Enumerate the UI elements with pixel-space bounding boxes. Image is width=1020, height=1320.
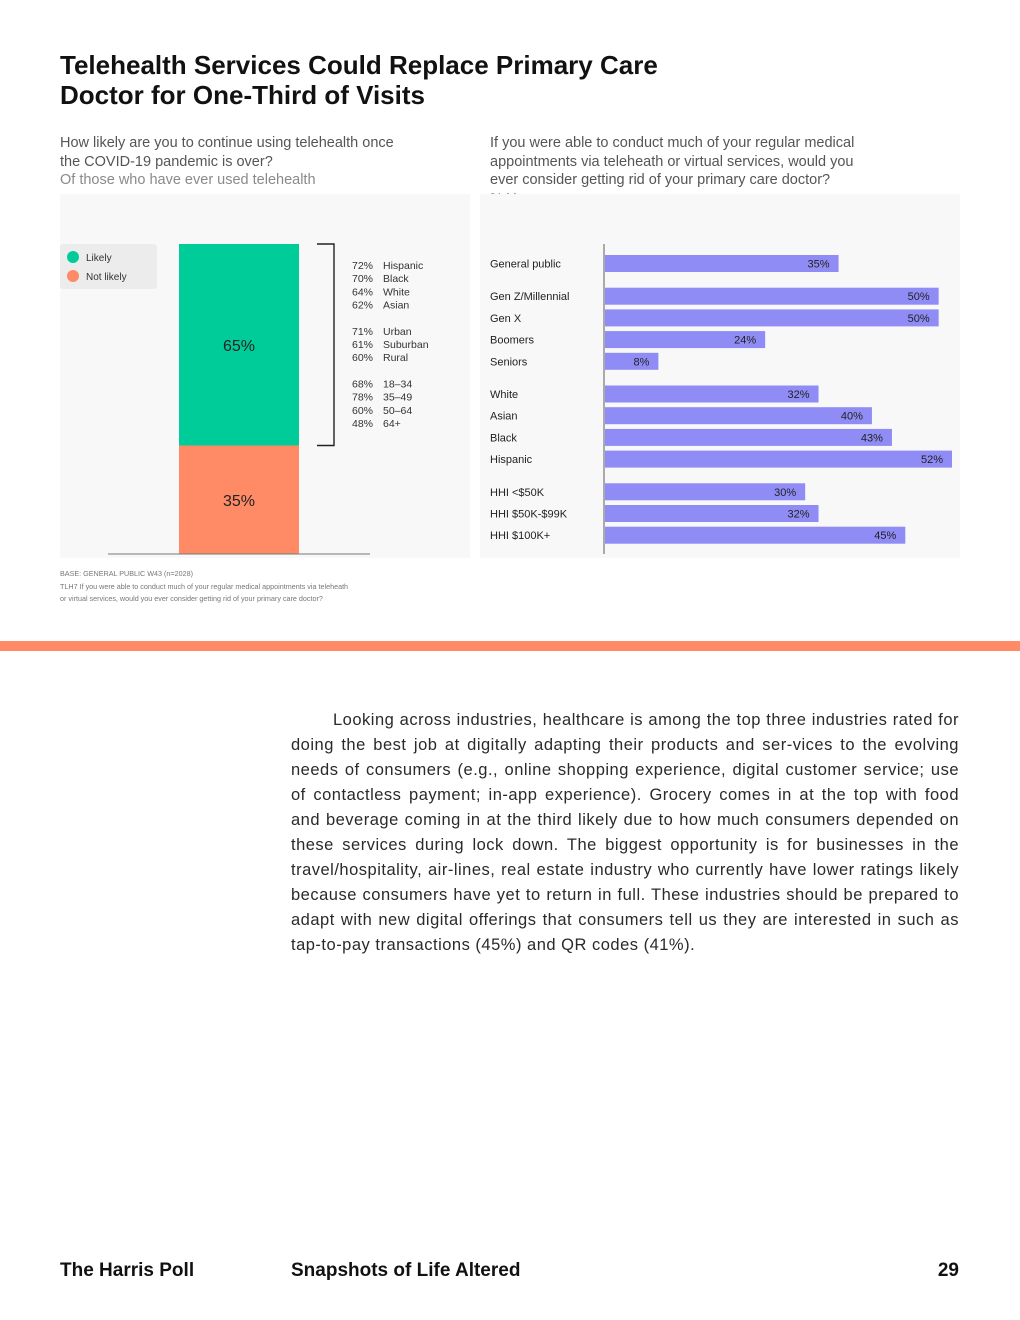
bar (605, 288, 939, 305)
title-line-2: Doctor for One-Third of Visits (60, 80, 425, 110)
bar-value-label: 32% (787, 389, 810, 401)
category-label: HHI <$50K (490, 486, 545, 499)
left-question-line-1: How likely are you to continue using telehealth once (60, 135, 394, 151)
breakdown-label: 50–64 (383, 404, 413, 417)
breakdown-pct: 48% (352, 418, 374, 430)
bar-value-label: 52% (920, 454, 943, 467)
left-chart-question (60, 134, 460, 190)
breakdown-label: 35–49 (383, 391, 413, 404)
left-chart-subtitle: Of those who have ever used telehealth (60, 172, 316, 188)
base-note-line-2: TLH7 If you were able to conduct much of your regular medical appointments via teleheath (60, 581, 349, 591)
base-note-line-1: BASE: GENERAL PUBLIC W43 (n=2028) (60, 569, 193, 578)
breakdown-pct: 60% (352, 404, 374, 417)
bar (605, 407, 872, 424)
bar-value-label: 24% (734, 334, 757, 347)
bar (605, 255, 839, 272)
bar-value-label: 32% (787, 508, 810, 521)
section-divider (0, 641, 1020, 651)
breakdown-label: 64+ (383, 418, 401, 430)
right-horizontal-bar-chart (480, 194, 960, 558)
legend-swatch-1 (67, 251, 79, 263)
breakdown-pct: 70% (352, 273, 374, 286)
category-label: Hispanic (490, 454, 533, 467)
bar-value-label: 35% (807, 258, 830, 271)
breakdown-pct: 68% (352, 378, 374, 391)
base-note-line-3: or virtual services, would you ever consider getting rid of your primary care doctor? (60, 594, 323, 603)
category-label: White (490, 389, 519, 401)
breakdown-label: Urban (383, 325, 412, 338)
bar (605, 451, 952, 468)
bar-value-label: 30% (774, 486, 797, 499)
left-question-line-2: the COVID-19 pandemic is over? (60, 153, 273, 170)
breakdown-label: 18–34 (383, 378, 413, 391)
left-stacked-bar-chart (60, 194, 470, 558)
bar-value-label: 43% (860, 432, 883, 445)
breakdown-pct: 62% (352, 299, 374, 312)
bar-value-label: 50% (907, 312, 930, 325)
breakdown-label: Rural (383, 352, 409, 365)
category-label: Seniors (490, 356, 528, 369)
footer-publication: Snapshots of Life Altered (291, 1260, 521, 1281)
breakdown-pct: 71% (352, 325, 374, 338)
bar (605, 505, 819, 522)
breakdown-pct: 60% (352, 352, 374, 365)
category-label: HHI $100K+ (490, 530, 551, 543)
bar (605, 386, 819, 403)
title-line-1: Telehealth Services Could Replace Primary Care (60, 50, 658, 80)
footer-brand: The Harris Poll (60, 1260, 195, 1281)
bar (605, 429, 892, 446)
category-label: Gen X (490, 312, 522, 325)
bar-value-label: 8% (633, 356, 650, 369)
right-chart-panel (480, 194, 960, 558)
page-number: 29 (937, 1260, 959, 1281)
category-label: Gen Z/Millennial (490, 291, 570, 304)
category-label: Boomers (490, 334, 535, 347)
base-note (60, 568, 420, 606)
breakdown-pct: 61% (352, 339, 374, 351)
page-title (60, 50, 760, 110)
legend-label-1: Likely (86, 253, 112, 264)
right-question-line-1: If you were able to conduct much of your regular medical (490, 135, 855, 151)
breakdown-label: Suburban (383, 339, 429, 351)
body-paragraph: Looking across industries, healthcare is among the top three industries rated for doing the best job at digitally adapting their products and ser-vices to the evolving needs of consumers (e.g., online shopping experience, digital customer service; use of contactless payment; in-app experience). Grocery comes in at the top with food and beverage coming in at the third likely due to how much consumers depended on these services during lock down. The biggest opportunity is for businesses in the travel/hospitality, air-lines, real estate industry who currently have lower ratings likely because consumers have yet to return in full. These industries should be prepared to adapt with new digital offerings that consumers tell us they are interested in such as tap-to-pay transactions (45%) and QR codes (41%). (291, 711, 959, 954)
breakdown-pct: 78% (352, 391, 374, 404)
legend-swatch-2 (67, 270, 79, 282)
right-question-line-2: appointments via teleheath or virtual services, would you (490, 153, 854, 170)
breakdown-label: Hispanic (383, 260, 424, 272)
bar (605, 527, 905, 544)
breakdown-pct: 72% (352, 260, 374, 272)
likely-bracket (317, 244, 334, 446)
right-question-line-3: ever consider getting rid of your primary care doctor? (490, 172, 831, 188)
bar-value-label: 45% (874, 530, 897, 543)
category-label: Black (490, 432, 517, 445)
breakdown-label: White (383, 286, 410, 299)
left-chart-panel (60, 194, 470, 558)
bar (605, 309, 939, 326)
breakdown-label: Black (383, 273, 409, 286)
breakdown-label: Asian (383, 299, 410, 312)
bar-value-label: 40% (840, 410, 863, 423)
legend-label-2: Not likely (86, 272, 127, 283)
category-label: HHI $50K-$99K (490, 508, 568, 521)
category-label: Asian (490, 410, 518, 423)
bar (605, 353, 658, 370)
breakdown-pct: 64% (352, 286, 374, 299)
bar-label-not-likely: 35% (222, 492, 256, 510)
bar-label-likely: 65% (222, 337, 256, 355)
bar-value-label: 50% (907, 291, 930, 304)
category-label: General public (490, 258, 561, 271)
